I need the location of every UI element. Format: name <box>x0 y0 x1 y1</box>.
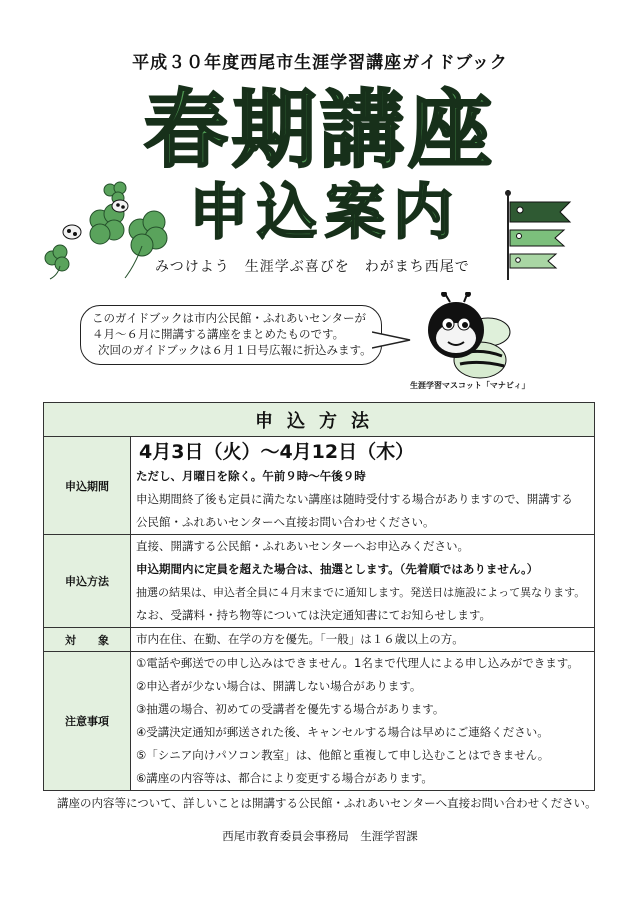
period-content <box>131 437 595 535</box>
mascot-bee-icon <box>420 292 520 382</box>
note-item: ⑥講座の内容等は、都合により変更する場合があります。 <box>136 771 433 785</box>
method-text: なお、受講料・持ち物等については決定通知書にてお知らせします。 <box>136 608 492 622</box>
notes-label: 注意事項 <box>44 652 131 791</box>
note-item: ③抽選の場合、初めての受講者を優先する場合があります。 <box>136 702 445 716</box>
method-text-bold: 申込期間内に定員を超えた場合は、抽選とします。（先着順ではありません。） <box>136 562 539 576</box>
mascot-caption: 生涯学習マスコット「マナビィ」 <box>410 381 530 390</box>
method-label: 申込方法 <box>44 535 131 628</box>
period-label: 申込期間 <box>44 437 131 535</box>
target-row <box>44 628 595 652</box>
period-row <box>44 437 595 535</box>
tagline: みつけよう 生涯学ぶ喜びを わがまち西尾で <box>155 259 470 275</box>
table-header: 申込方法 <box>44 403 595 437</box>
method-content <box>131 535 595 628</box>
period-text: 申込期間終了後も定員に満たない講座は随時受付する場合がありますので、開講する <box>136 492 573 506</box>
target-content <box>131 628 595 652</box>
notes-row <box>44 652 595 791</box>
koinobori-icon <box>500 190 580 280</box>
method-text: 直接、開講する公民館・ふれあいセンターへお申込みください。 <box>136 539 470 553</box>
intro-line: 次回のガイドブックは６月１日号広報に折込みます。 <box>98 343 372 357</box>
guidebook-subtitle: 平成３０年度西尾市生涯学習講座ガイドブック <box>132 53 508 73</box>
intro-line: ４月～６月に開講する講座をまとめたものです。 <box>92 327 345 341</box>
intro-text <box>92 310 372 358</box>
footer-organization: 西尾市教育委員会事務局 生涯学習課 <box>222 829 418 843</box>
bubble-tail-icon <box>372 330 412 354</box>
note-item: ②申込者が少ない場合は、開講しない場合があります。 <box>136 679 422 693</box>
method-row <box>44 535 595 628</box>
note-item: ⑤「シニア向けパソコン教室」は、他館と重複して申し込むことはできません。 <box>136 748 550 762</box>
note-item: ④受講決定通知が郵送された後、キャンセルする場合は早めにご連絡ください。 <box>136 725 549 739</box>
method-text: 抽選の結果は、申込者全員に４月末までに通知します。発送日は施設によって異なります。 <box>136 586 586 599</box>
period-note: ただし、月曜日を除く。午前９時～午後９時 <box>136 469 366 483</box>
target-label: 対 象 <box>44 628 131 652</box>
target-text: 市内在住、在勤、在学の方を優先。「一般」は１６歳以上の方。 <box>136 632 464 646</box>
notes-content <box>131 652 595 791</box>
main-title: 春期講座 <box>143 81 496 179</box>
application-info-table <box>43 402 595 791</box>
sub-title: 申込案内 <box>189 178 461 248</box>
period-dates: 4月3日（火）～4月12日（木） <box>139 441 415 463</box>
period-text: 公民館・ふれあいセンターへ直接お問い合わせください。 <box>136 515 435 529</box>
note-item: ①電話や郵送での申し込みはできません。1名まで代理人による申し込みができます。 <box>136 656 579 670</box>
footer-note: 講座の内容等について、詳しいことは開講する公民館・ふれあいセンターへ直接お問い合わせください。 <box>57 796 597 810</box>
intro-line: このガイドブックは市内公民館・ふれあいセンターが <box>92 311 367 325</box>
